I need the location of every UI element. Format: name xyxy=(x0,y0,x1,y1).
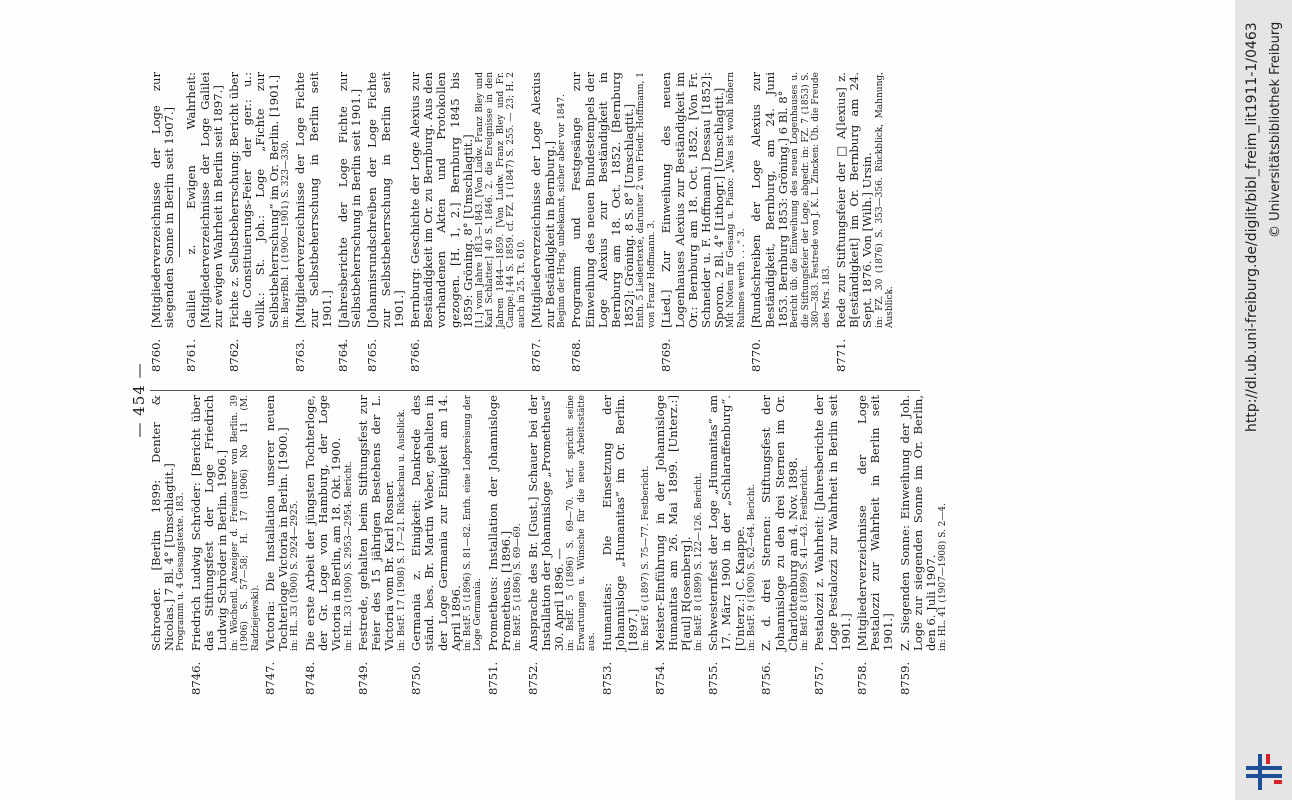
entry-note: in: BstF. 6 (1897) S. 75—77. Festbericht. xyxy=(640,465,651,651)
entry-title: Z. Siegenden Sonne: Einweihung der Joh. Loge zur siegenden Sonne im Or. Berlin, den 6. Juli 1907. xyxy=(897,395,939,651)
entry-number: 8747. xyxy=(263,661,278,695)
copyright-notice: © Universitätsbibliothek Freiburg xyxy=(1268,21,1283,238)
entry-title: Fichte z. Selbstbeherrschung: Bericht über die Constituierungs-Feier der ger.: u.: vollk.: St. Joh.: Loge „Fichte zur Selbstbeherrschung“ im Or. Berlin. [1901.] xyxy=(227,72,281,328)
entry-note: in: BstF. 5 (1896) S. 69—70. Verf. spricht seine Erwartungen u. Wünsche für die neue Arbeitsstätte aus. xyxy=(566,395,598,651)
library-logo-icon xyxy=(1244,752,1284,792)
catalog-entry xyxy=(660,72,747,372)
entry-title: Humanitas: Die Einsetzung der Johannisloge „Humanitas“ im Or. Berlin. [1897.] xyxy=(599,395,641,651)
catalog-entry xyxy=(487,395,524,695)
entry-note: in: BstF. 17 (1908) S. 17—21. Rückschau u. Ausblick. xyxy=(396,408,407,651)
entry-title: Friedrich Ludwig Schröder: [Bericht über das Stiftungsfest der Loge Friedrich Ludwig Schröder in Berlin. 1906.] xyxy=(188,395,230,651)
entry-title: [Jahresberichte der Loge Fichte zur Selbstbeherrschung in Berlin seit 1901.] xyxy=(335,72,364,328)
catalog-entry xyxy=(357,395,407,695)
entry-title: Prometheus: Installation der Johannisloge Prometheus. [1896.] xyxy=(485,395,514,651)
catalog-entry xyxy=(337,72,363,372)
entry-number: 8765. xyxy=(365,338,380,372)
entry-number: 8752. xyxy=(525,661,540,695)
entry-note: Programm u. 4 Gesangstexte. 183. xyxy=(176,492,187,651)
entry-number: 8756. xyxy=(759,661,774,695)
catalog-entry xyxy=(185,72,225,372)
entry-title: [Mitgliederverzeichnisse der Loge Alexius zur Beständigkeit in Bernburg.] xyxy=(529,72,557,328)
entry-note: in: FZ. 30 (1876) S. 353—356. Rückblick, Mahnung, Ausblick. xyxy=(874,72,896,328)
entry-number: 8760. xyxy=(149,338,163,372)
entry-number: 8768. xyxy=(569,338,584,372)
entry-title: [Rundschreiben der Loge Alexius zur Beständigkeit, Bernburg, am 24. Juni 1853. Bernburg 1853: Gröning.] 6 Bl. 8° xyxy=(749,72,790,328)
entry-number: 8751. xyxy=(485,661,500,695)
entry-note: in: Wöchentl. Anzeiger d. Freimaurer von Berlin. 39 (1906) S. 57—58; H. 17 (1906) No 11 (M. Radziejewski). xyxy=(229,395,261,651)
entry-title: Pestalozzi z. Wahrheit: [Jahresberichte der Loge Pestalozzi zur Wahrheit in Berlin seit 1901.] xyxy=(812,395,853,651)
entry-title: Z. d. drei Sternen: Stiftungsfest der Johannisloge zu den drei Sternen im Or. Charlottenburg am 4. Nov. 1898. xyxy=(759,395,800,651)
entry-note: in: BstF. 9 (1900) S. 62—64. Bericht. xyxy=(746,484,757,651)
entry-note: in: HL. 41 (1907—1908) S. 2—4. xyxy=(938,503,949,651)
catalog-entry xyxy=(835,72,896,372)
catalog-entry xyxy=(707,395,757,695)
entry-note: in: HL. 33 (1900) S. 2924—2925. xyxy=(290,500,301,651)
catalog-entry xyxy=(264,395,301,695)
entry-title: Bernburg: Geschichte der Loge Alexius zur Beständigkeit im Or. zu Bernburg. Aus den vorhandenen Akten und Protokollen gezogen. [H. 1, 2.] Bernburg 1845 bis 1859: Gröning. 8° [Umschlagtit.] xyxy=(407,72,475,328)
section-separator xyxy=(179,187,180,257)
entry-note: Bericht üb. die Einweihung des neuen Logenhauses u. die Stiftungsfeier der Loge, abgedr. in: FZ. 7 (1853) S. 380—383. Festrede von J. K. L. Zincken: Üb. die Freude des Mrs. 183. xyxy=(790,72,832,328)
entry-number: 8750. xyxy=(409,661,424,695)
entry-number: 8763. xyxy=(293,338,308,372)
entry-number: 8771. xyxy=(834,338,849,372)
entry-number: 8748. xyxy=(302,661,317,695)
catalog-entry xyxy=(530,72,567,372)
entry-number: 8754. xyxy=(653,661,668,695)
entry-note: Beginn der Hrsg. unbekannt, sicher aber vor 1847. xyxy=(556,94,567,328)
entry-number: 8755. xyxy=(706,661,721,695)
entry-title: Schroeder. [Berlin 1899: Denter & Nicolas.] 7 Bl. 4° [Umschlagtit.] xyxy=(149,395,177,651)
entry-note: in: BstF. 5 (1896) S. 81—82. Enth. eine Lobpreisung der Loge Germania. xyxy=(462,395,484,651)
entry-title: Germania z. Einigkeit: Dankrede des ständ. bes. Br. Martin Weber, gehalten in der Loge Germania zur Einigkeit am 14. April 1896. xyxy=(409,395,463,651)
entry-note: in: BayrBbl. 1 (1900—1901) S. 323—330. xyxy=(280,140,291,328)
entry-note: in: BstF. 8 (1899) S. 41—43. Festbericht. xyxy=(799,465,810,651)
catalog-entry xyxy=(654,395,704,695)
entry-title: Victoria: Die Installation unserer neuen Tochterloge Victoria in Berlin. [1900.] xyxy=(263,395,291,651)
entry-note: [1.] vom Jahre 1813—1843. [Von Ludw. Franz Bley und Karl Schlatter.] 40 S. 1846. 2. die Ereignisse in den Jahren 1844—1859. [Von Ludw. Franz Bley und Fr. Campe.] 44 S. 1859. cf. FZ. 1 (1847) S. 255. — 23; H. 2 auch in 25. Tt. 610. xyxy=(474,72,527,328)
catalog-entry xyxy=(813,395,853,695)
entry-title: [Johannisrundschreiben der Loge Fichte zur Selbstbeherrschung in Berlin seit 1901.] xyxy=(365,72,406,328)
left-column xyxy=(150,395,952,695)
catalog-entry xyxy=(409,72,528,372)
catalog-entry xyxy=(570,72,657,372)
entry-title: Festrede, gehalten beim Stiftungsfest zur Feier des 15 jährigen Bestehens der L. Victoria vom Br. Karl Rosner. xyxy=(356,395,397,651)
entry-number: 8757. xyxy=(812,661,827,695)
entry-number: 8766. xyxy=(407,338,422,372)
catalog-entry xyxy=(228,72,291,372)
catalog-entry xyxy=(190,395,261,695)
column-divider xyxy=(150,390,920,391)
entry-note: Mit Noten für Gesang u. Piano: „Was ist wohl höhern Ruhmes werth . . .“ 3. xyxy=(726,72,747,328)
entry-number: 8761. xyxy=(184,338,199,372)
catalog-entry xyxy=(150,395,187,695)
entry-title: Galilei z. Ewigen Wahrheit: [Mitgliederverzeichnisse der Loge Galilei zur ewigen Wahrheit in Berlin seit 1897.] xyxy=(184,72,225,328)
entry-title: [Lied.] Zur Einweihung des neuen Logenhauses Alexius zur Beständigkeit im Or.: Bernburg am 18. Oct. 1852. [Von Fr. Schneider u. F. Hoffmann.] Dessau [1852]: Sporon. 2 Bl. 4° [Lithogr.] [Umschlagtit.] xyxy=(659,72,727,328)
catalog-entry xyxy=(150,72,176,372)
entry-number: 8770. xyxy=(749,338,764,372)
entry-number: 8753. xyxy=(599,661,614,695)
catalog-entry xyxy=(366,72,406,372)
entry-note: in: BstF. 5 (1896) S. 69—69. xyxy=(513,523,524,651)
catalog-entry xyxy=(760,395,810,695)
right-column xyxy=(150,72,899,372)
catalog-entry xyxy=(750,72,832,372)
entry-note: in: HL. 33 (1900) S. 2953—2954. Bericht. xyxy=(343,461,354,651)
catalog-entry xyxy=(304,395,354,695)
catalog-entry xyxy=(527,395,598,695)
entry-title: Schwesternfest der Loge „Humanitas“ am 17. März 1900 in der „Schlaraffenburg“. [Unterz.:] C. Knappe. xyxy=(706,395,747,651)
entry-number: 8767. xyxy=(529,338,544,372)
entry-title: Rede zur Stiftungsfeier der □ A[lexius] z. B[eständigkeit] im Or. Bernburg am 24. Sept. 1876. Von [Wilh.] Ursin. xyxy=(834,72,875,328)
entry-number: 8769. xyxy=(659,338,674,372)
entry-number: 8746. xyxy=(188,661,203,695)
entry-note: in: BstF. 8 (1899) S. 122—126. Bericht. xyxy=(693,472,704,651)
catalog-entry xyxy=(410,395,484,695)
source-url[interactable]: http://dl.ub.uni-freiburg.de/diglit/bibl_freim_lit1911-1/0463 xyxy=(1244,22,1260,432)
catalog-entry xyxy=(856,395,896,695)
entry-title: Programm und Festgesänge zur Einweihung des neuen Bundestempels der Loge Alexius zur Beständigkeit in Bernburg am 18. Oct. 1852. [Bernburg 1852]: Gröning. 8 S. 8° [Umschlagtit.] xyxy=(569,72,637,328)
entry-number: 8762. xyxy=(227,338,242,372)
entry-title: [Mitgliederverzeichnisse der Loge zur siegenden Sonne in Berlin seit 1907.] xyxy=(149,72,177,328)
entry-title: [Mitgliederverzeichnisse der Loge Pestalozzi zur Wahrheit in Berlin seit 1901.] xyxy=(855,395,896,651)
entry-note: Enth. 5 Liedertexte, darunter 2 von Friedr. Hoffmann, 1 von Franz Hoffmann. 3. xyxy=(636,72,657,328)
catalog-entry xyxy=(899,395,949,695)
entry-title: Die erste Arbeit der jüngsten Tochterloge, der Gr. Loge von Hamburg, der Loge Victoria in Berlin, am 18. Okt. 1900. xyxy=(302,395,344,651)
entry-number: 8764. xyxy=(335,338,350,372)
entry-number: 8758. xyxy=(855,661,870,695)
entry-title: Meister-Einführung in der Johannisloge Humanitas am 26. Mai 1899. [Unterz.:] P[aul] R[osenberg]. xyxy=(653,395,694,651)
catalog-entry xyxy=(294,72,334,372)
entry-number: 8759. xyxy=(897,661,912,695)
entry-title: [Mitgliederverzeichnisse der Loge Fichte zur Selbstbeherrschung in Berlin seit 1901.] xyxy=(293,72,334,328)
page-number: — 454 — xyxy=(130,362,148,438)
entry-number: 8749. xyxy=(356,661,371,695)
catalog-entry xyxy=(601,395,651,695)
entry-title: Ansprache des Br. [Gust.] Schauer bei der Installation der Johannisloge „Prometheus“ 30. April 1896. — xyxy=(525,395,567,651)
